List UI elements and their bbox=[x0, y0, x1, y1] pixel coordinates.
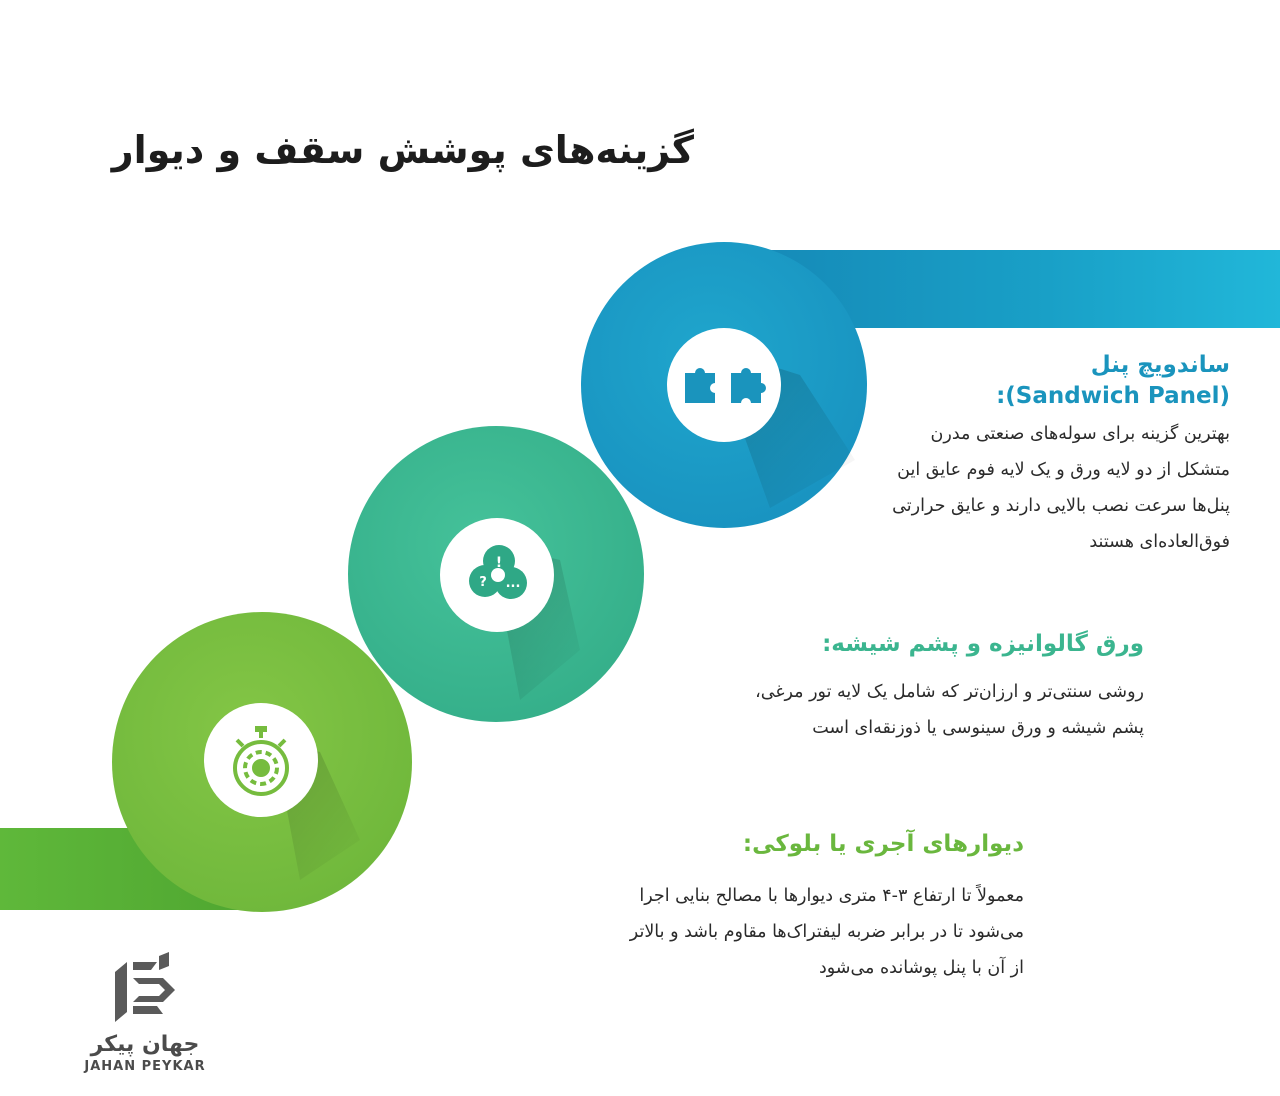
section-line: بهترین گزینه برای سوله‌های صنعتی مدرن bbox=[930, 424, 1230, 444]
section-line: می‌شود تا در برابر ضربه لیفتراک‌ها مقاوم باشد و بالاتر bbox=[629, 922, 1024, 942]
brand-name-fa: جهان پیکر bbox=[90, 1032, 200, 1057]
section-line: از آن با پنل پوشانده می‌شود bbox=[818, 958, 1024, 978]
section-heading: ورق گالوانیزه و پشم شیشه: bbox=[822, 631, 1144, 657]
section-line: پشم شیشه و ورق سینوسی یا ذوزنقه‌ای است bbox=[812, 718, 1144, 738]
jahan-peykar-logo-icon bbox=[107, 952, 183, 1024]
svg-text:...: ... bbox=[505, 576, 521, 591]
stopwatch-gear-icon-disc bbox=[204, 703, 318, 817]
brand-name-en: JAHAN PEYKAR bbox=[84, 1059, 206, 1074]
section-sandwich-panel bbox=[810, 350, 1230, 560]
puzzle-icon bbox=[679, 363, 769, 407]
section-galvanized-sheet bbox=[674, 627, 1144, 746]
svg-text:?: ? bbox=[479, 575, 487, 590]
section-line: متشکل از دو لایه ورق و یک لایه فوم عایق این bbox=[897, 460, 1230, 480]
stopwatch-gear-icon bbox=[221, 720, 301, 800]
brand-logo bbox=[70, 952, 220, 1074]
section-brick-walls bbox=[504, 827, 1024, 986]
page-title: گزینه‌های پوشش سقف و دیوار bbox=[111, 128, 694, 172]
section-line: فوق‌العاده‌ای هستند bbox=[1089, 532, 1230, 552]
chat-bubbles-icon-disc bbox=[440, 518, 554, 632]
section-line: معمولاً تا ارتفاع ۳-۴ متری دیوارها با مصالح بنایی اجرا bbox=[639, 886, 1024, 906]
section-heading: ساندویچ پنل bbox=[1090, 352, 1230, 378]
section-line: روشی سنتی‌تر و ارزان‌تر که شامل یک لایه تور مرغی، bbox=[755, 682, 1144, 702]
svg-text:!: ! bbox=[495, 555, 503, 571]
section-heading-en: :(Sandwich Panel) bbox=[996, 383, 1230, 409]
chat-bubbles-icon bbox=[457, 535, 537, 615]
section-heading: دیوارهای آجری یا بلوکی: bbox=[742, 831, 1024, 857]
section-line: پنل‌ها سرعت نصب بالایی دارند و عایق حرارتی bbox=[892, 496, 1230, 516]
puzzle-icon-disc bbox=[667, 328, 781, 442]
